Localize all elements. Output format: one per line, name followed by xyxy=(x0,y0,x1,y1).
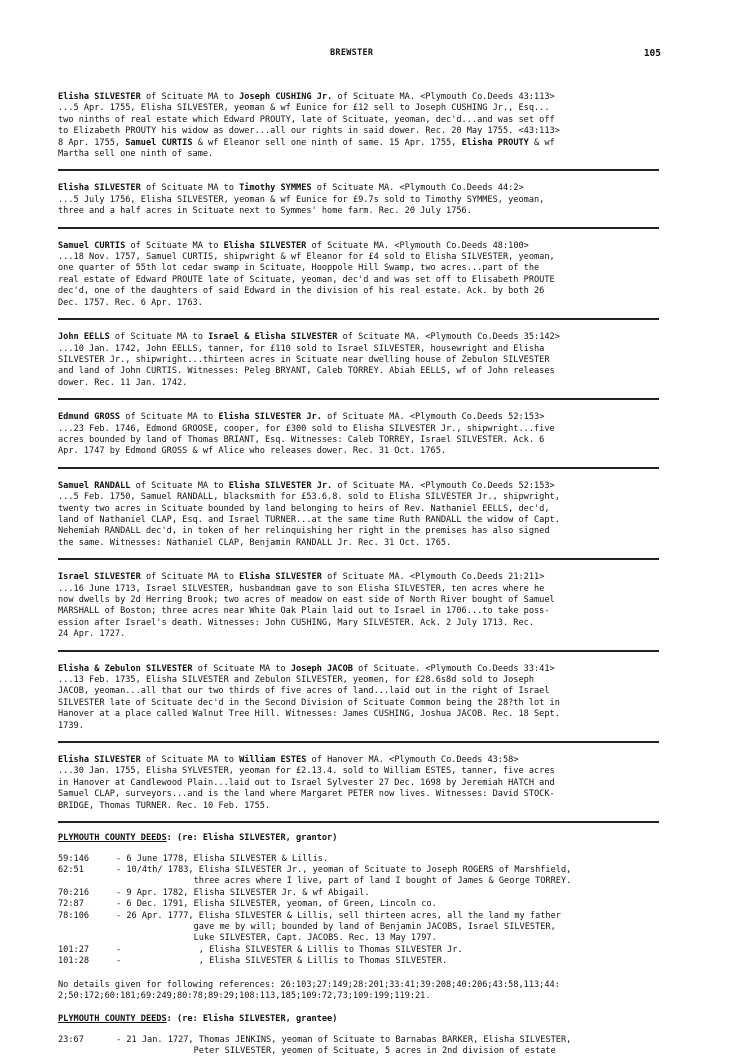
reference-row xyxy=(58,865,659,876)
entry-line: Hanover at a place called Walnut Tree Hill. Witnesses: James CUSHING, Joshua JACOB. Rec. 18 Sept. xyxy=(58,709,560,720)
reference-text: gave me by will; bounded by land of Benjamin JACOBS, Israel SILVESTER, xyxy=(116,921,556,932)
deed-citation: 72:87 xyxy=(58,899,84,910)
entry-line: Israel SILVESTER of Scituate MA to Elisha SILVESTER of Scituate MA. <Plymouth Co.Deeds 21:211> xyxy=(58,572,545,583)
reference-row xyxy=(58,888,659,899)
deed-citation xyxy=(58,933,116,944)
reference-text: - 10/4th/ 1783, Elisha SILVESTER Jr., yeoman of Scituate to Joseph ROGERS of Marshfield, xyxy=(116,864,572,875)
entry-line: dec'd, one of the daughters of said Edward in the division of his real estate. Ack. by both 26 xyxy=(58,286,545,297)
reference-row xyxy=(58,945,659,956)
entry-line: Samuel RANDALL of Scituate MA to Elisha SILVESTER Jr. of Scituate MA. <Plymouth Co.Deeds 52:153> xyxy=(58,480,555,491)
entry-line: the same. Witnesses: Nathaniel CLAP, Benjamin RANDALL Jr. Rec. 31 Oct. 1765. xyxy=(58,537,452,548)
reference-text: - 21 Jan. 1727, Thomas JENKINS, yeoman of Scituate to Barnabas BARKER, Elisha SILVESTER, xyxy=(116,1034,572,1045)
entry-line: Edmund GROSS of Scituate MA to Elisha SILVESTER Jr. of Scituate MA. <Plymouth Co.Deeds 52:153> xyxy=(58,412,545,423)
entry-line: SILVESTER Jr., shipwright...thirteen acres in Scituate near dwelling house of Zebulon SILVESTER xyxy=(58,354,550,365)
entry-line: ...5 Apr. 1755, Elisha SILVESTER, yeoman & wf Eunice for £12 sell to Joseph CUSHING Jr., Esq... xyxy=(58,103,550,114)
grantor-references xyxy=(58,854,659,968)
page-number: 105 xyxy=(643,48,661,59)
entry-line: acres bounded by land of Thomas BRIANT, Esq. Witnesses: Caleb TORREY, Israel SILVESTER. Ack. 6 xyxy=(58,434,545,445)
entry-line: ...18 Nov. 1757, Samuel CURTIS, shipwright & wf Eleanor for £4 sold to Elisha SILVESTER, yeoman, xyxy=(58,252,555,263)
entry-line: ...23 Feb. 1746, Edmond GROOSE, cooper, for £300 sold to Elisha SILVESTER Jr., shipwright...five xyxy=(58,423,555,434)
reference-row xyxy=(58,854,659,865)
entry-line: ...16 June 1713, Israel SILVESTER, husbandman gave to son Elisha SILVESTER, ten acres where he xyxy=(58,583,545,594)
entry-line: Dec. 1757. Rec. 6 Apr. 1763. xyxy=(58,297,203,308)
deed-citation: 70:216 xyxy=(58,887,90,898)
reference-text: three acres where I live, part of land I bought of James & George TORREY. xyxy=(116,876,572,887)
entry-divider xyxy=(58,398,659,400)
reference-row xyxy=(58,899,659,910)
entry-line: Elisha & Zebulon SILVESTER of Scituate MA to Joseph JACOB of Scituate. <Plymouth Co.Deeds 33:41> xyxy=(58,663,555,674)
deed-entry xyxy=(58,241,659,309)
entry-divider xyxy=(58,821,659,823)
deed-entry xyxy=(58,412,659,458)
entry-line: 8 Apr. 1755, Samuel CURTIS & wf Eleanor sell one ninth of same. 15 Apr. 1755, Elisha PROUTY & wf xyxy=(58,137,555,148)
entry-line: 1739. xyxy=(58,720,84,731)
entry-line: Apr. 1747 by Edmond GROSS & wf Alice who releases dower. Rec. 31 Oct. 1765. xyxy=(58,446,447,457)
entry-line: three and a half acres in Scituate next to Symmes' home farm. Rec. 20 July 1756. xyxy=(58,206,472,217)
entry-line: Martha sell one ninth of same. xyxy=(58,149,214,160)
entry-divider xyxy=(58,650,659,652)
entry-divider xyxy=(58,467,659,469)
entry-line: SILVESTER late of Scituate dec'd in the Second Division of Scituate Common being the 28?th lot in xyxy=(58,697,560,708)
entry-line: 24 Apr. 1727. xyxy=(58,629,126,640)
reference-row xyxy=(58,922,659,933)
entry-line: now dwells by 2d Herring Brook; two acres of meadow on east side of North River bought of Samuel xyxy=(58,595,555,605)
entry-line: land of Nathaniel CLAP, Esq. and Israel TURNER...at the same time Ruth RANDALL the widow of Capt. xyxy=(58,514,560,525)
entry-line: Nehemiah RANDALL dec'd, in token of her relinquishing her right in the premises has also signed xyxy=(58,526,550,537)
entry-line: and land of John CURTIS. Witnesses: Peleg BRYANT, Caleb TORREY. Abiah EELLS, wf of John releases xyxy=(58,366,555,377)
entry-line: John EELLS of Scituate MA to Israel & Elisha SILVESTER of Scituate MA. <Plymouth Co.Deeds 35:142> xyxy=(58,332,560,343)
entry-line: ...30 Jan. 1755, Elisha SYLVESTER, yeoman for £2.13.4. sold to William ESTES, tanner, five acres xyxy=(58,766,555,777)
entry-line: Samuel CURTIS of Scituate MA to Elisha SILVESTER of Scituate MA. <Plymouth Co.Deeds 48:100> xyxy=(58,240,529,251)
entry-line: Elisha SILVESTER of Scituate MA to Timothy SYMMES of Scituate MA. <Plymouth Co.Deeds 44:2> xyxy=(58,183,524,194)
deed-entries xyxy=(58,92,659,823)
entry-line: in Hanover at Candlewood Plain...laid out to Israel Sylvester 27 Dec. 1698 by Jeremiah HATCH and xyxy=(58,777,555,788)
reference-row xyxy=(58,1035,659,1046)
entry-divider xyxy=(58,741,659,743)
reference-row xyxy=(58,956,659,967)
deed-citation: 62:51 xyxy=(58,864,84,875)
entry-line: ...13 Feb. 1735, Elisha SILVESTER and Zebulon SILVESTER, yeomen, for £28.6s8d sold to Joseph xyxy=(58,675,534,686)
reference-text: - 9 Apr. 1782, Elisha SILVESTER Jr. & wf Abigail. xyxy=(116,887,370,898)
page-header xyxy=(58,48,659,62)
grantee-references xyxy=(58,1035,659,1058)
note-line: 2;50:172;60:181;69:249;80:78;89:29;108:113,185;109:72,73;109:199;119:21. xyxy=(58,990,431,1001)
deed-citation xyxy=(58,876,116,887)
entry-line: JACOB, yeoman...all that our two thirds of five acres of land...laid out in the right of Israel xyxy=(58,686,550,697)
reference-text: - , Elisha SILVESTER & Lillis to Thomas SILVESTER Jr. xyxy=(116,944,463,955)
deed-entry xyxy=(58,92,659,160)
entry-line: to Elizabeth PROUTY his widow as dower...all our rights in said dower. Rec. 20 May 1755. <43:113> xyxy=(58,126,560,137)
grantor-note xyxy=(58,980,659,1003)
entry-divider xyxy=(58,318,659,320)
running-title: BREWSTER xyxy=(330,48,374,58)
deed-citation xyxy=(58,922,116,933)
entry-line: dower. Rec. 11 Jan. 1742. xyxy=(58,377,188,388)
reference-row xyxy=(58,876,659,887)
entry-line: ...5 Feb. 1750, Samuel RANDALL, blacksmith for £53.6.8. sold to Elisha SILVESTER Jr., shipwright, xyxy=(58,492,560,503)
entry-line: ...5 July 1756, Elisha SILVESTER, yeoman & wf Eunice for £9.7s sold to Timothy SYMMES, yeoman, xyxy=(58,194,545,205)
reference-text: Peter SILVESTER, yeomen of Scituate, 5 acres in 2nd division of estate xyxy=(116,1046,556,1057)
deed-entry xyxy=(58,481,659,549)
grantor-heading: PLYMOUTH COUNTY DEEDS: (re: Elisha SILVESTER, grantor) xyxy=(58,833,338,844)
entry-line: BRIDGE, Thomas TURNER. Rec. 10 Feb. 1755. xyxy=(58,800,271,811)
deed-citation: 78:106 xyxy=(58,910,90,921)
deed-citation: 23:67 xyxy=(58,1034,84,1045)
entry-line: MARSHALL of Boston; three acres near White Oak Plain laid out to Israel in 1706...to take poss- xyxy=(58,606,550,617)
entry-line: Samuel CLAP, surveyors...and is the land where Margaret PETER now lives. Witnesses: David STOCK- xyxy=(58,789,555,800)
reference-text: Luke SILVESTER, Capt. JACOBS. Rec. 13 May 1797. xyxy=(116,933,437,944)
entry-line: ...10 Jan. 1742, John EELLS, tanner, for £110 sold to Israel SILVESTER, housewright and Elisha xyxy=(58,343,545,354)
deed-citation: 59:146 xyxy=(58,853,90,864)
reference-text: - 6 Dec. 1791, Elisha SILVESTER, yeoman, of Green, Lincoln co. xyxy=(116,899,437,910)
entry-line: Elisha SILVESTER of Scituate MA to Joseph CUSHING Jr. of Scituate MA. <Plymouth Co.Deeds 43:113> xyxy=(58,92,555,102)
deed-citation: 101:27 xyxy=(58,944,90,955)
entry-line: two ninths of real estate which Edward PROUTY, late of Scituate, yeoman, dec'd...and was set off xyxy=(58,114,555,125)
deed-entry xyxy=(58,572,659,640)
reference-row xyxy=(58,933,659,944)
note-line: No details given for following references: 26:103;27:149;28:201;33:41;39:208;40:206;43:58,113;44: xyxy=(58,979,560,990)
deed-citation: 101:28 xyxy=(58,956,90,967)
reference-row xyxy=(58,911,659,922)
entry-line: ession after Israel's death. Witnesses: John CUSHING, Mary SILVESTER. Ack. 2 July 1713. Rec. xyxy=(58,617,534,628)
entry-line: one quarter of 55th lot cedar swamp in Scituate, Hooppole Hill Swamp, two acres...part of the xyxy=(58,263,540,274)
entry-divider xyxy=(58,558,659,560)
deed-entry xyxy=(58,664,659,732)
entry-divider xyxy=(58,227,659,229)
grantee-section xyxy=(58,1014,659,1057)
grantee-heading: PLYMOUTH COUNTY DEEDS: (re: Elisha SILVESTER, grantee) xyxy=(58,1014,338,1025)
grantor-section xyxy=(58,833,659,1002)
reference-text: - 6 June 1778, Elisha SILVESTER & Lillis. xyxy=(116,853,329,864)
entry-divider xyxy=(58,169,659,171)
entry-line: Elisha SILVESTER of Scituate MA to William ESTES of Hanover MA. <Plymouth Co.Deeds 43:58> xyxy=(58,755,519,766)
reference-text: - 26 Apr. 1777, Elisha SILVESTER & Lillis, sell thirteen acres, all the land my father xyxy=(116,910,561,921)
entry-line: twenty two acres in Scituate bounded by land belonging to heirs of Rev. Nathaniel EELLS, dec'd, xyxy=(58,503,550,514)
reference-text: - , Elisha SILVESTER & Lillis to Thomas SILVESTER. xyxy=(116,956,448,967)
deed-entry xyxy=(58,755,659,812)
deed-entry xyxy=(58,332,659,389)
entry-line: real estate of Edward PROUTE late of Scituate, yeoman, dec'd and was set off to Elisabeth PROUTE xyxy=(58,274,555,285)
deed-entry xyxy=(58,183,659,217)
